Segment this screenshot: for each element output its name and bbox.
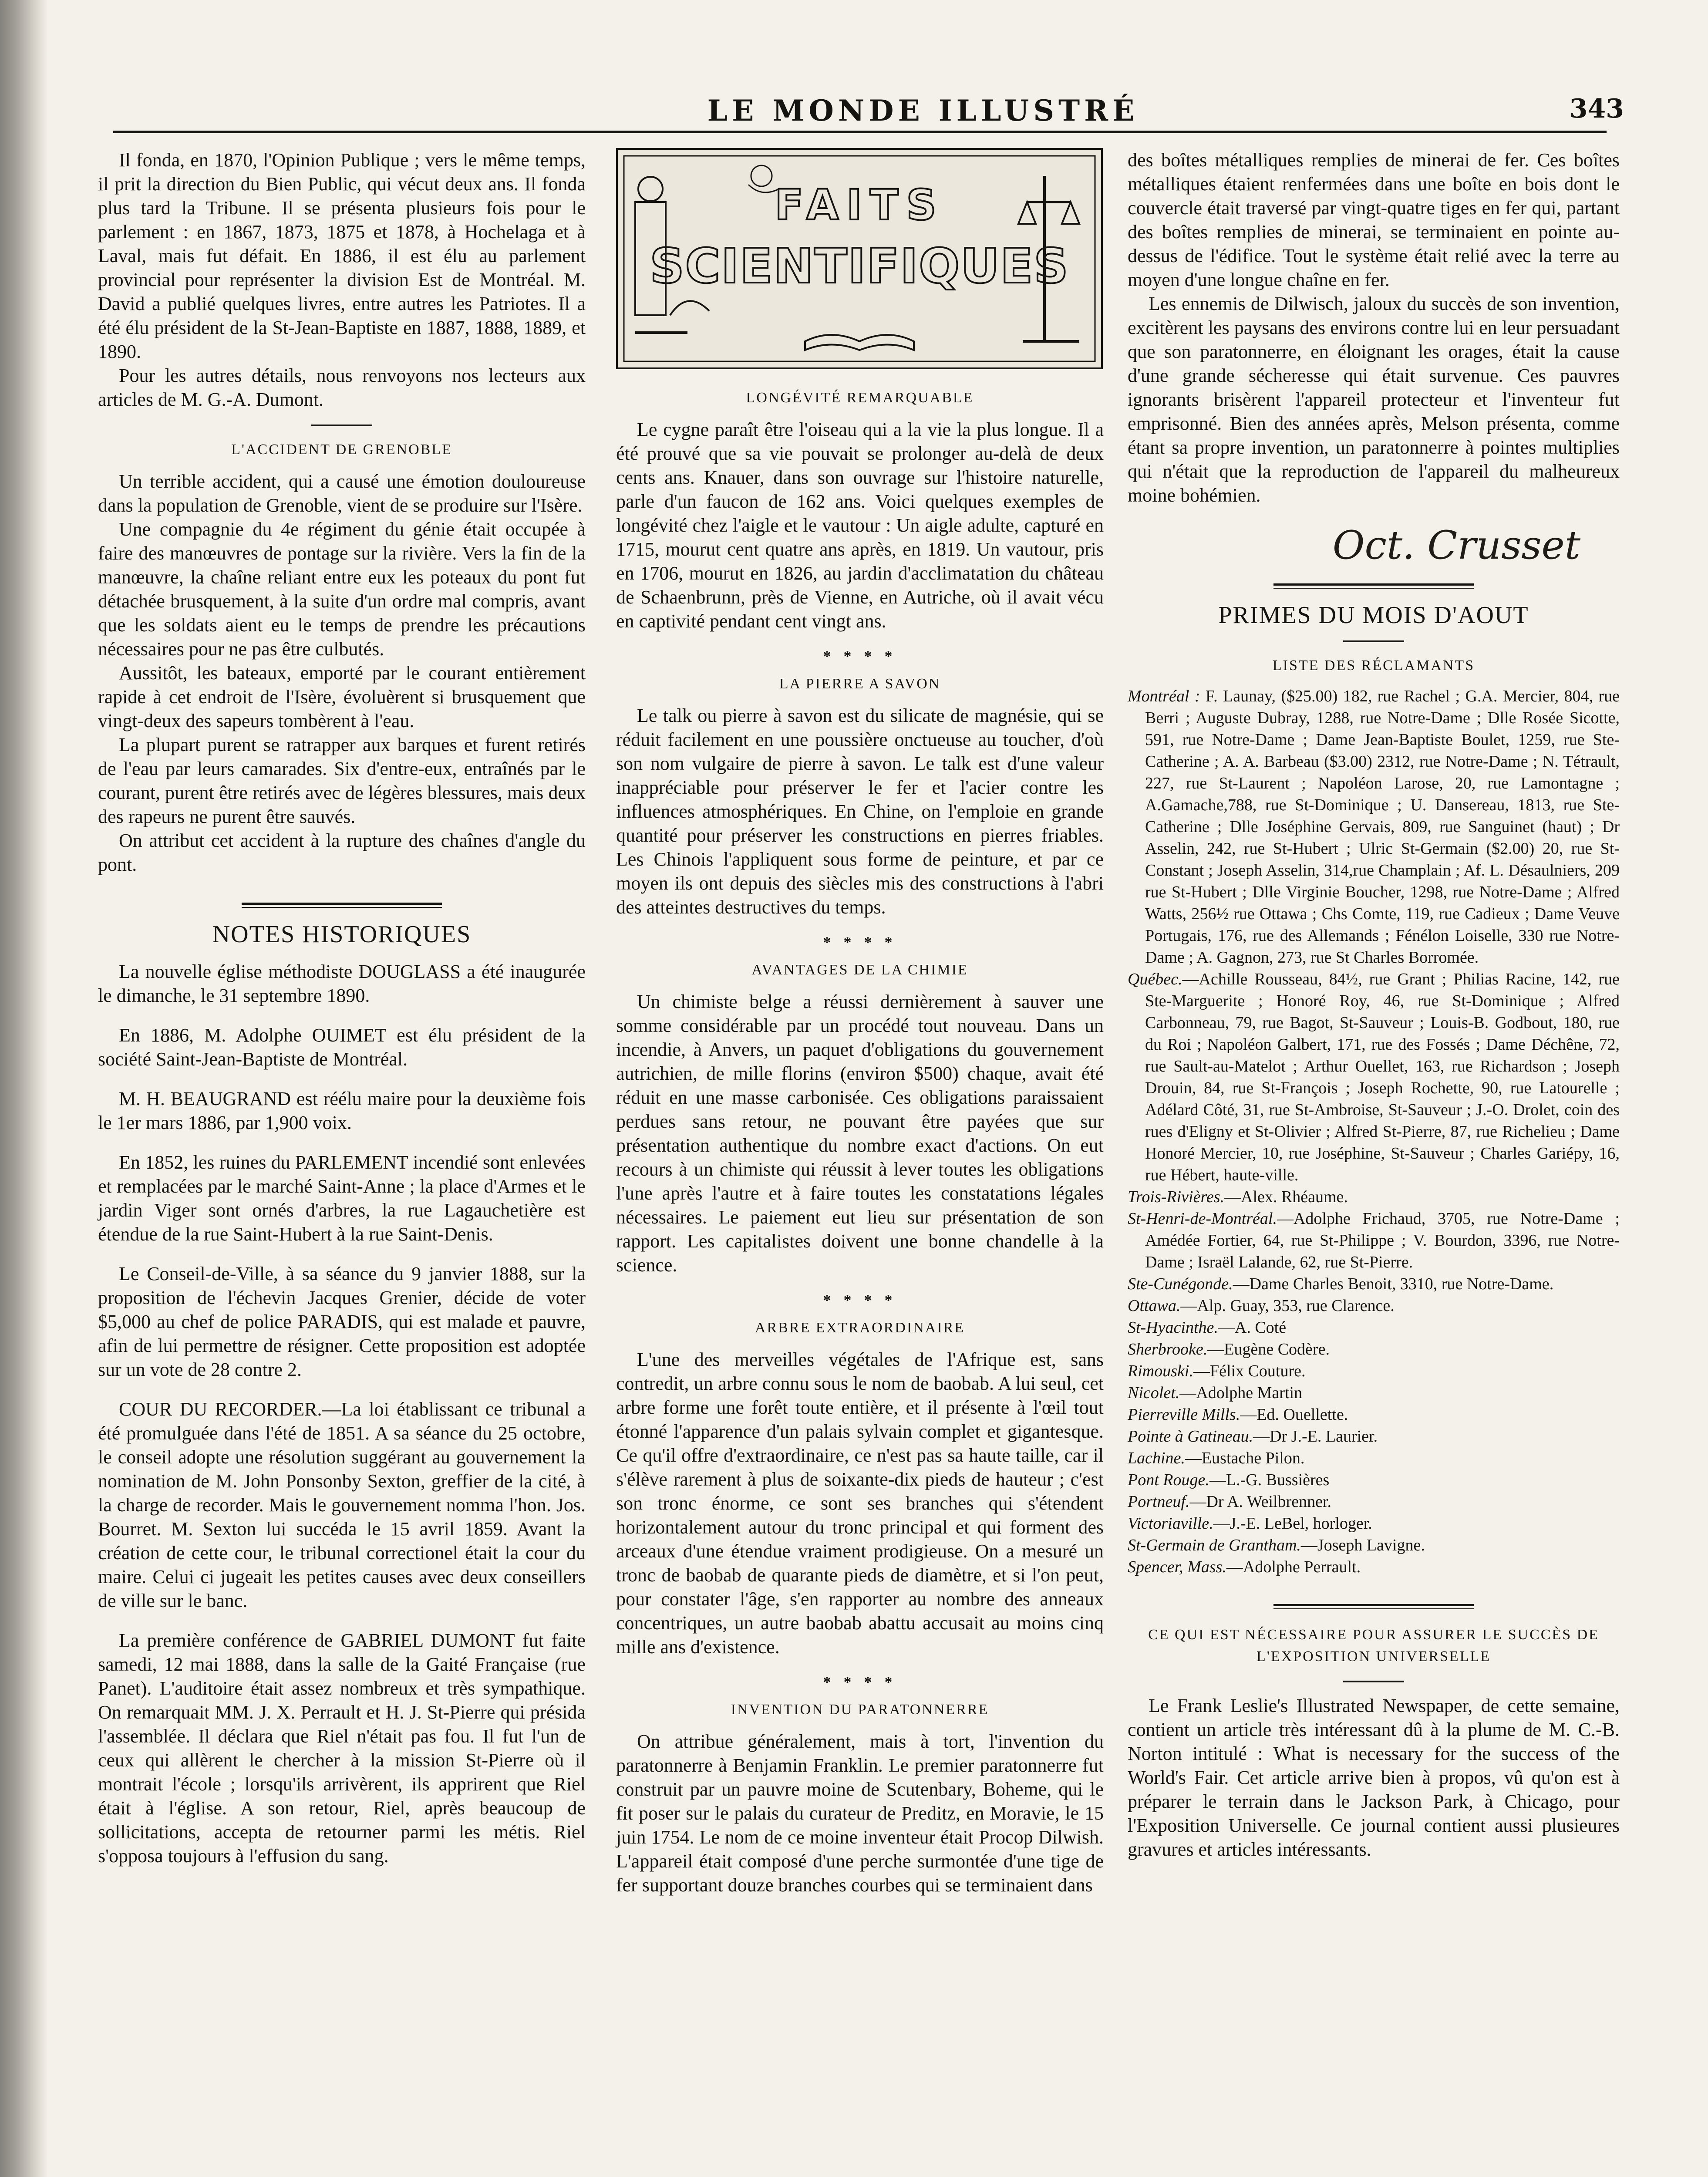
article-title-exposition: CE QUI EST NÉCESSAIRE POUR ASSURER LE SUCCÈS DE L'EXPOSITION UNIVERSELLE: [1148, 1627, 1599, 1665]
list-item: [1128, 1295, 1620, 1317]
list-item-city: St-Henri-de-Montréal.: [1128, 1210, 1277, 1228]
list-item-city: Lachine.: [1128, 1449, 1185, 1467]
column-2: [616, 148, 1104, 1897]
list-item-city: Trois-Rivières.: [1128, 1188, 1225, 1206]
article-title-accident: L'ACCIDENT DE GRENOBLE: [231, 441, 452, 458]
list-item-city: Pierreville Mills.: [1128, 1405, 1240, 1424]
list-item-text: —Dr J.-E. Laurier.: [1253, 1427, 1378, 1446]
paragraph: Le cygne paraît être l'oiseau qui a la vie la plus longue. Il a été prouvé que sa vie pouvait se prolonger au-delà de deux cents ans. Knauer, dans son ouvrage sur l'histoire naturelle, parle d'un faucon de 162 ans. Voici quelques exemples de longévité chez l'aigle et le vautour : Un aigle adulte, capturé en 1715, mourut cent quatre ans après, en 1819. Un vautour, pris en 1706, mourut en 1826, au jardin d'acclimatation du château de Schaenbrunn, près de Vienne, en Autriche, où il avait vécu en captivité pendant cent vingt ans.: [616, 419, 1104, 632]
list-item-city: St-Hyacinthe.: [1128, 1318, 1218, 1337]
list-item-city: Sherbrooke.: [1128, 1340, 1208, 1358]
list-item: [1128, 685, 1620, 968]
note-item: M. H. BEAUGRAND est réélu maire pour la deuxième fois le 1er mars 1886, par 1,900 voix.: [98, 1088, 586, 1133]
divider: [1343, 640, 1404, 642]
paragraph: Aussitôt, les bateaux, emporté par le courant entièrement rapide à cet endroit de l'Isère, évoluèrent si brusquement que vingt-deux des sapeurs tombèrent à l'eau.: [98, 662, 586, 731]
article-title-paratonnerre: INVENTION DU PARATONNERRE: [731, 1702, 989, 1718]
list-item-city: Spencer, Mass.: [1128, 1558, 1226, 1576]
list-item-text: —Eustache Pilon.: [1185, 1449, 1305, 1467]
note-item: COUR DU RECORDER.—La loi établissant ce tribunal a été promulguée dans l'été de 1851. A sa séance du 25 octobre, le conseil adopte une résolution suggérant au gouvernement la nomination de M. John Ponsonby Sexton, greffier de la cité, à la charge de recorder. Mais le gouvernement nomma l'hon. Jos. Bourret. M. Sexton lui succéda le 15 avril 1859. Avant la création de cette cour, le tribunal correctionel était la cour du maire. Celui ci jugeait les petites causes avec deux conseillers de ville sur le banc.: [98, 1399, 586, 1611]
star-separator: * * * *: [823, 1673, 897, 1691]
note-item: En 1852, les ruines du PARLEMENT incendié sont enlevées et remplacées par le marché Saint-Anne ; la place d'Armes et le jardin Viger sont ornés d'arbres, la rue Lagauchetière est étendue de la rue Saint-Hubert à la rue Saint-Denis.: [98, 1152, 586, 1245]
star-separator: * * * *: [823, 647, 897, 665]
article-title-longevite: LONGÉVITÉ REMARQUABLE: [746, 390, 974, 406]
list-item-text: —Adolphe Martin: [1179, 1384, 1303, 1402]
list-item-city: Victoriaville.: [1128, 1514, 1213, 1533]
list-item: [1128, 1273, 1620, 1295]
article-title-pierre: LA PIERRE A SAVON: [779, 676, 941, 692]
note-item: Le Conseil-de-Ville, à sa séance du 9 janvier 1888, sur la proposition de l'échevin Jacques Grenier, décide de voter $5,000 au chef de police PARADIS, qui est malade et pauvre, afin de lui permettre de résigner. Cette proposition est adoptée sur un vote de 28 contre 2.: [98, 1263, 586, 1380]
list-item: [1128, 1382, 1620, 1404]
author-signature: Oct. Crusset: [1332, 522, 1580, 568]
divider: [1343, 1681, 1404, 1682]
list-item-text: —Joseph Lavigne.: [1300, 1536, 1425, 1554]
list-item: [1128, 1404, 1620, 1425]
paragraph: La plupart purent se ratrapper aux barques et furent retirés de l'eau par leurs camarades. Six d'entre-eux, entraînés par le courant, purent être retirés avec de légères blessures, mais deux des rapeurs ne purent être sauvés.: [98, 734, 586, 827]
article-title-chimie: AVANTAGES DE LA CHIMIE: [751, 962, 968, 978]
note-item: La première conférence de GABRIEL DUMONT fut faite samedi, 12 mai 1888, dans la salle de la Gaité Française (rue Panet). L'auditoire était assez nombreux et très sympathique. On remarquait MM. J. X. Perrault et H. J. St-Pierre qui présida l'assemblée. Il déclara que Riel n'était pas fou. Il fut l'un de ceux qui allèrent le chercher à la mission St-Pierre où il montrait l'école ; lorsqu'ils arrivèrent, ils apprirent que Riel était à l'église. A son retour, Riel, après beaucoup de sollicitations, accepta de retourner parmi les métis. Riel s'opposa toujours à l'effusion du sang.: [98, 1630, 586, 1867]
list-item-text: —Alp. Guay, 353, rue Clarence.: [1180, 1297, 1395, 1315]
paragraph: On attribue généralement, mais à tort, l'invention du paratonnerre à Benjamin Franklin. Le premier paratonnerre fut construit par un pauvre moine de Scutenbary, Boheme, qui le fit poser sur le palais du curateur de Preditz, en Moravie, le 15 juin 1754. Le nom de ce moine inventeur était Procop Dilwish. L'appareil était composé d'une perche surmontée d'une tige de fer supportant douze branches courbes qui se terminaient dans: [616, 1731, 1104, 1896]
paragraph: Une compagnie du 4e régiment du génie était occupée à faire des manœuvres de pontage sur la rivière. Vers la fin de la manœuvre, la chaîne reliant entre eux les poteaux du pont fut détachée brusquement, à la suite d'un ordre mal compris, avant que les soldats aient eu le temps de prendre les précautions nécessaires pour ne pas être culbutés.: [98, 519, 586, 660]
list-item-text: —Alex. Rhéaume.: [1224, 1188, 1348, 1206]
banner-text-scientifiques: SCIENTIFIQUES: [650, 238, 1069, 294]
list-item: [1128, 968, 1620, 1186]
list-item-city: Ste-Cunégonde.: [1128, 1275, 1233, 1293]
list-item: [1128, 1513, 1620, 1534]
list-item-text: F. Launay, ($25.00) 182, rue Rachel ; G.A. Mercier, 804, rue Berri ; Auguste Dubray, 1288, rue Notre-Dame ; Dlle Rosée Sicotte, 591, rue Notre-Dame ; Dame Jean-Baptiste Boulet, 1259, rue Ste-Catherine ; A. A. Barbeau ($3.00) 2312, rue Notre-Dame ; N. Tétrault, 227, rue St-Laurent ; Napoléon Larose, 20, rue Lamontagne ; A.Gamache,788, rue St-Dominique ; U. Dansereau, 1813, rue Ste-Catherine ; Dlle Joséphine Gervais, 809, rue Sanguinet (haut) ; Dr Asselin, 242, rue St-Hubert ; Ulric St-Germain ($2.00) 20, rue St-Constant ; Joseph Asselin, 314,rue Champlain ; Af. L. Désaulniers, 209 rue St-Hubert ; Dlle Virginie Boucher, 1298, rue Notre-Dame ; Alfred Watts, 256½ rue Ottawa ; Chs Comte, 119, rue Cadieux ; Dame Veuve Portugais, 176, rue des Allemands ; Fénélon Loiselle, 330 rue Notre-Dame ; A. Gagnon, 273, rue St Charles Borromée.: [1145, 687, 1620, 967]
list-item: [1128, 1317, 1620, 1338]
note-item: La nouvelle église méthodiste DOUGLASS a été inaugurée le dimanche, le 31 septembre 1890.: [98, 961, 586, 1006]
paragraph: Le Frank Leslie's Illustrated Newspaper, de cette semaine, contient un article très intéressant dû à la plume de M. C.-B. Norton intitulé : What is necessary for the success of the World's Fair. Cet article arrive bien à propos, vû qu'on est à préparer le terrain dans le Jackson Park, à Chicago, pour l'Exposition Universelle. Ce journal contient aussi plusieures gravures et articles intéressants.: [1128, 1695, 1620, 1860]
faits-scientifiques-banner: [616, 148, 1103, 369]
journal-title: LE MONDE ILLUSTRÉ: [707, 94, 1139, 128]
list-item-text: —Eugène Codère.: [1207, 1340, 1330, 1358]
paragraph: Un chimiste belge a réussi dernièrement à sauver une somme considérable par un procédé tout nouveau. Dans un incendie, à Anvers, un paquet d'obligations du gouvernement autrichien, de mille florins (environ $500) chaque, avait été réduit en une masse carbonisée. Ces obligations paraissaient perdues sans retour, ne pouvant être payées que sur présentation authentique du nombre exact d'actions. On eut recours à un chimiste qui réussit à lever toutes les obligations l'une après l'autre et à faire toutes les constatations légales nécessaires. Le paiement eut lieu sur présentation de son rapport. Les capitalistes doivent une bonne chandelle à la science.: [616, 991, 1104, 1276]
list-item-city: Ottawa.: [1128, 1297, 1181, 1315]
section-divider: [242, 903, 442, 908]
list-item-city: Rimouski.: [1128, 1362, 1193, 1380]
list-item: [1128, 1534, 1620, 1556]
paragraph: On attribut cet accident à la rupture des chaînes d'angle du pont.: [98, 830, 586, 875]
list-item-text: —A. Coté: [1218, 1318, 1287, 1337]
claimants-list: [1128, 685, 1620, 1578]
list-item-text: —Adolphe Perrault.: [1226, 1558, 1361, 1576]
list-item: [1128, 1469, 1620, 1491]
list-item-city: St-Germain de Grantham.: [1128, 1536, 1301, 1554]
list-item-text: —Dr A. Weilbrenner.: [1189, 1493, 1331, 1511]
list-item-city: Nicolet.: [1128, 1384, 1180, 1402]
list-item-text: —Adolphe Frichaud, 3705, rue Notre-Dame ; Amédée Fortier, 64, rue St-Philippe ; V. Bourdon, 3396, rue Notre-Dame ; Israël Lalande, 62, rue St-Pierre.: [1145, 1210, 1620, 1271]
section-title-primes: PRIMES DU MOIS D'AOUT: [1218, 602, 1529, 629]
list-item: [1128, 1447, 1620, 1469]
list-item-text: —Ed. Ouellette.: [1240, 1405, 1348, 1424]
paragraph: Il fonda, en 1870, l'Opinion Publique ; vers le même temps, il prit la direction du Bien Public, qui vécut deux ans. Il fonda plus tard la Tribune. Il se présenta plusieurs fois pour le parlement : en 1867, 1873, 1875 et 1878, à Hochelaga et à Laval, mais fut défait. En 1886, il est élu au parlement provincial pour représenter la division Est de Montréal. M. David a publié quelques livres, entre autres les Patriotes. Il a été élu président de la St-Jean-Baptiste en 1887, 1888, 1889, et 1890.: [98, 149, 586, 362]
list-item-city: Pont Rouge.: [1128, 1471, 1209, 1489]
list-item: [1128, 1491, 1620, 1513]
paragraph: Pour les autres détails, nous renvoyons nos lecteurs aux articles de M. G.-A. Dumont.: [98, 365, 586, 410]
page-number: 343: [1569, 94, 1624, 124]
list-item-text: —Félix Couture.: [1193, 1362, 1306, 1380]
divider: [311, 425, 372, 426]
list-item-text: —J.-E. LeBel, horloger.: [1213, 1514, 1372, 1533]
list-item: [1128, 1556, 1620, 1578]
paragraph: Les ennemis de Dilwisch, jaloux du succès de son invention, excitèrent les paysans des environs contre lui en leur persuadant que son paratonnerre, en éloignant les orages, était la cause d'une grande sécheresse qui était survenue. Ces pauvres ignorants brisèrent l'appareil protecteur et l'inventeur fut emprisonné. Bien des années après, Melson présenta, comme étant sa propre invention, un paratonnerre à pointes multiplies qui n'était que la reproduction de l'appareil du malheureux moine bohémien.: [1128, 293, 1620, 506]
list-item: [1128, 1425, 1620, 1447]
paragraph: Le talk ou pierre à savon est du silicate de magnésie, qui se réduit facilement en une poussière onctueuse au toucher, d'où son nom vulgaire de pierre à savon. Le talk est d'une valeur inappréciable pour préserver le fer et l'acier contre les influences atmosphériques. En Chine, on l'emploie en grande quantité pour préserver les constructions en pierres friables. Les Chinois l'appliquent sous forme de peinture, et par ce moyen ils ont depuis des siècles mis des constructions à l'abri des atteintes destructives du temps.: [616, 705, 1104, 918]
paragraph: des boîtes métalliques remplies de minerai de fer. Ces boîtes métalliques étaient renfermées dans une boîte en bois dont le couvercle était traversé par vingt-quatre tiges en fer qui, partant des boîtes remplies de minerai, se terminaient en pointe au-dessus de l'édifice. Tout le système était relié avec la terre au moyen d'une longue chaîne en fer.: [1128, 149, 1620, 290]
list-item-text: —L.-G. Bussières: [1209, 1471, 1330, 1489]
column-1: [98, 148, 586, 1868]
star-separator: * * * *: [823, 1291, 897, 1309]
list-item: [1128, 1208, 1620, 1273]
subsection-title-liste: LISTE DES RÉCLAMANTS: [1272, 657, 1475, 674]
list-item: [1128, 1338, 1620, 1360]
star-separator: * * * *: [823, 933, 897, 951]
page-header: [205, 94, 1641, 128]
banner-text-faits: FAITS: [775, 181, 944, 229]
section-divider: [1273, 1604, 1474, 1609]
list-item: [1128, 1360, 1620, 1382]
list-item-city: Montréal :: [1128, 687, 1200, 705]
section-divider: [1273, 583, 1474, 589]
list-item-city: Québec.: [1128, 970, 1182, 988]
paragraph: L'une des merveilles végétales de l'Afrique est, sans contredit, un arbre connu sous le nom de baobab. A lui seul, cet arbre forme une forêt toute entière, et il présente à l'œil tout étonné l'apparence d'un palais sylvain complet et gigantesque. Ce qu'il offre d'extraordinaire, ce n'est pas sa haute taille, car il s'élève rarement à plus de soixante-dix pieds de hauteur ; c'est son tronc énorme, ce sont ses branches qui s'étendent horizontalement autour du tronc principal et qui forment des arceaux d'une étendue vraiment prodigieuse. On a mesuré un tronc de baobab de quarante pieds de diamètre, et si l'on peut, pour constater l'âge, s'en rapporter au nombre des anneaux concentriques, un autre baobab abattu accusait au moins cinq mille ans d'existence.: [616, 1349, 1104, 1658]
section-title-notes: NOTES HISTORIQUES: [212, 921, 472, 948]
header-rule: [113, 131, 1607, 133]
column-3: [1128, 148, 1620, 1861]
list-item-city: Pointe à Gatineau.: [1128, 1427, 1253, 1446]
paragraph: Un terrible accident, qui a causé une émotion douloureuse dans la population de Grenoble, vient de se produire sur l'Isère.: [98, 471, 586, 516]
page-edge-shadow: [0, 0, 48, 2177]
list-item-text: —Achille Rousseau, 84½, rue Grant ; Philias Racine, 142, rue Ste-Marguerite ; Honoré Roy, 46, rue St-Dominique ; Alfred Carbonneau, 79, rue Bagot, St-Sauveur ; Louis-B. Godbout, 180, rue du Roi ; Napoléon Galbert, 171, rue des Fossés ; Dame Déchêne, 72, rue Sault-au-Matelot ; Arthur Ouellet, 163, rue Richardson ; Joseph Drouin, 84, rue St-François ; Joseph Rochette, 90, rue Latourelle ; Adélard Côté, 31, rue St-Ambroise, St-Sauveur ; J.-O. Drolet, coin des rues d'Eligny et St-Olivier ; Alfred St-Pierre, 87, rue Richelieu ; Dame Honoré Mercier, 10, rue Joséphine, St-Sauveur ; Charles Gariépy, 16, rue Hébert, haute-ville.: [1145, 970, 1620, 1184]
list-item: [1128, 1186, 1620, 1208]
list-item-text: —Dame Charles Benoit, 3310, rue Notre-Dame.: [1233, 1275, 1554, 1293]
list-item-city: Portneuf.: [1128, 1493, 1190, 1511]
article-title-arbre: ARBRE EXTRAORDINAIRE: [755, 1320, 965, 1336]
note-item: En 1886, M. Adolphe OUIMET est élu président de la société Saint-Jean-Baptiste de Montréal.: [98, 1024, 586, 1070]
